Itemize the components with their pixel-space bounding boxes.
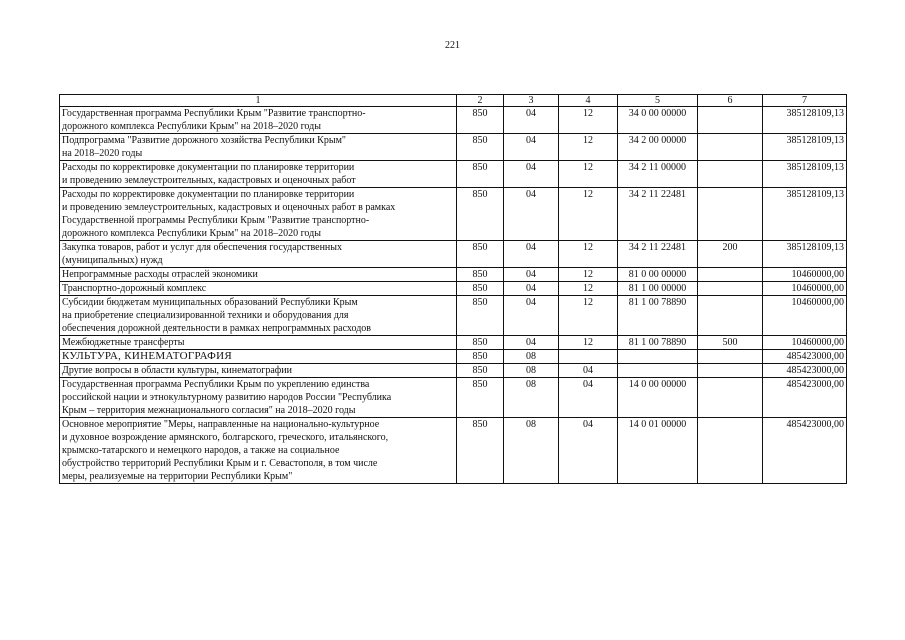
expense-type-cell — [698, 364, 763, 378]
column-number: 7 — [763, 95, 847, 107]
amount-cell: 485423000,00 — [763, 364, 847, 378]
expense-type-cell — [698, 418, 763, 484]
section-code-cell: 08 — [504, 378, 559, 418]
expense-name-cell: Расходы по корректировке документации по планировке территории и проведению землеустроительных, кадастровых и оценочных работ — [60, 161, 457, 188]
subsection-code-cell: 04 — [559, 418, 618, 484]
expense-name-cell: Транспортно-дорожный комплекс — [60, 282, 457, 296]
subsection-code-cell: 12 — [559, 282, 618, 296]
section-code-cell: 04 — [504, 134, 559, 161]
column-number: 6 — [698, 95, 763, 107]
target-article-cell: 81 0 00 00000 — [618, 268, 698, 282]
amount-cell: 385128109,13 — [763, 241, 847, 268]
table-row — [60, 134, 847, 161]
subsection-code-cell: 12 — [559, 107, 618, 134]
expense-type-cell — [698, 350, 763, 364]
budget-table — [59, 94, 847, 484]
table-row — [60, 364, 847, 378]
expense-name-cell: Расходы по корректировке документации по планировке территории и проведению землеустроительных, кадастровых и оценочных работ в рамках Государственной программы Республики Крым "Развитие транспортно- дорожного комплекса Республики Крым" на 2018–2020 годы — [60, 188, 457, 241]
table-row — [60, 296, 847, 336]
admin-code-cell: 850 — [457, 350, 504, 364]
expense-name-cell: Государственная программа Республики Крым по укреплению единства российской нации и этнокультурному развитию народов России "Республика Крым – территория межнационального согласия" на 2018–2020 годы — [60, 378, 457, 418]
table-row — [60, 107, 847, 134]
expense-name-cell: Межбюджетные трансферты — [60, 336, 457, 350]
table-row — [60, 418, 847, 484]
amount-cell: 385128109,13 — [763, 188, 847, 241]
subsection-code-cell: 04 — [559, 364, 618, 378]
expense-type-cell — [698, 378, 763, 418]
expense-name-cell: Субсидии бюджетам муниципальных образований Республики Крым на приобретение специализированной техники и оборудования для обеспечения дорожной деятельности в рамках непрограммных расходов — [60, 296, 457, 336]
expense-type-cell — [698, 134, 763, 161]
subsection-code-cell: 12 — [559, 336, 618, 350]
target-article-cell — [618, 364, 698, 378]
section-code-cell: 08 — [504, 364, 559, 378]
table-row — [60, 161, 847, 188]
expense-type-cell — [698, 107, 763, 134]
section-code-cell: 04 — [504, 336, 559, 350]
column-number: 4 — [559, 95, 618, 107]
expense-type-cell — [698, 161, 763, 188]
expense-type-cell — [698, 282, 763, 296]
table-row — [60, 336, 847, 350]
admin-code-cell: 850 — [457, 268, 504, 282]
amount-cell: 485423000,00 — [763, 418, 847, 484]
amount-cell: 10460000,00 — [763, 268, 847, 282]
admin-code-cell: 850 — [457, 336, 504, 350]
subsection-code-cell: 12 — [559, 134, 618, 161]
amount-cell: 385128109,13 — [763, 161, 847, 188]
target-article-cell: 81 1 00 00000 — [618, 282, 698, 296]
table-row — [60, 282, 847, 296]
expense-type-cell: 500 — [698, 336, 763, 350]
column-number: 2 — [457, 95, 504, 107]
admin-code-cell: 850 — [457, 418, 504, 484]
amount-cell: 385128109,13 — [763, 107, 847, 134]
table-row — [60, 188, 847, 241]
section-code-cell: 08 — [504, 350, 559, 364]
expense-name-cell: Государственная программа Республики Крым "Развитие транспортно- дорожного комплекса Республики Крым" на 2018–2020 годы — [60, 107, 457, 134]
expense-type-cell — [698, 296, 763, 336]
subsection-code-cell: 12 — [559, 188, 618, 241]
amount-cell: 10460000,00 — [763, 296, 847, 336]
target-article-cell: 81 1 00 78890 — [618, 296, 698, 336]
admin-code-cell: 850 — [457, 134, 504, 161]
target-article-cell: 34 2 00 00000 — [618, 134, 698, 161]
amount-cell: 485423000,00 — [763, 350, 847, 364]
expense-name-cell: Непрограммные расходы отраслей экономики — [60, 268, 457, 282]
target-article-cell: 14 0 00 00000 — [618, 378, 698, 418]
column-number: 3 — [504, 95, 559, 107]
table-row — [60, 268, 847, 282]
amount-cell: 385128109,13 — [763, 134, 847, 161]
admin-code-cell: 850 — [457, 188, 504, 241]
target-article-cell: 14 0 01 00000 — [618, 418, 698, 484]
target-article-cell — [618, 350, 698, 364]
subsection-code-cell: 12 — [559, 268, 618, 282]
amount-cell: 485423000,00 — [763, 378, 847, 418]
admin-code-cell: 850 — [457, 364, 504, 378]
column-number-row — [60, 95, 847, 107]
subsection-code-cell: 12 — [559, 296, 618, 336]
column-number: 1 — [60, 95, 457, 107]
expense-name-cell: Подпрограмма "Развитие дорожного хозяйства Республики Крым" на 2018–2020 годы — [60, 134, 457, 161]
section-code-cell: 08 — [504, 418, 559, 484]
expense-type-cell: 200 — [698, 241, 763, 268]
admin-code-cell: 850 — [457, 378, 504, 418]
section-code-cell: 04 — [504, 107, 559, 134]
expense-name-cell: Закупка товаров, работ и услуг для обеспечения государственных (муниципальных) нужд — [60, 241, 457, 268]
subsection-code-cell: 04 — [559, 378, 618, 418]
column-number: 5 — [618, 95, 698, 107]
target-article-cell: 34 2 11 22481 — [618, 188, 698, 241]
amount-cell: 10460000,00 — [763, 282, 847, 296]
section-code-cell: 04 — [504, 268, 559, 282]
target-article-cell: 34 2 11 00000 — [618, 161, 698, 188]
table-row — [60, 378, 847, 418]
section-code-cell: 04 — [504, 282, 559, 296]
section-code-cell: 04 — [504, 188, 559, 241]
subsection-code-cell: 12 — [559, 241, 618, 268]
section-code-cell: 04 — [504, 296, 559, 336]
expense-type-cell — [698, 268, 763, 282]
admin-code-cell: 850 — [457, 161, 504, 188]
table-row — [60, 241, 847, 268]
target-article-cell: 34 0 00 00000 — [618, 107, 698, 134]
admin-code-cell: 850 — [457, 241, 504, 268]
subsection-code-cell: 12 — [559, 161, 618, 188]
admin-code-cell: 850 — [457, 296, 504, 336]
expense-type-cell — [698, 188, 763, 241]
expense-name-cell: Другие вопросы в области культуры, кинематографии — [60, 364, 457, 378]
admin-code-cell: 850 — [457, 282, 504, 296]
subsection-code-cell — [559, 350, 618, 364]
amount-cell: 10460000,00 — [763, 336, 847, 350]
admin-code-cell: 850 — [457, 107, 504, 134]
expense-name-cell: Основное мероприятие "Меры, направленные на национально-культурное и духовное возрождение армянского, болгарского, греческого, итальянского, крымско-татарского и немецкого народов, а также на социальное обустройство территорий Республики Крым и г. Севастополя, в том числе меры, реализуемые на территории Республики Крым" — [60, 418, 457, 484]
table-row — [60, 350, 847, 364]
target-article-cell: 81 1 00 78890 — [618, 336, 698, 350]
target-article-cell: 34 2 11 22481 — [618, 241, 698, 268]
expense-name-cell: КУЛЬТУРА, КИНЕМАТОГРАФИЯ — [60, 350, 457, 364]
section-code-cell: 04 — [504, 161, 559, 188]
page-number: 221 — [445, 40, 460, 51]
section-code-cell: 04 — [504, 241, 559, 268]
table-body — [60, 107, 847, 484]
